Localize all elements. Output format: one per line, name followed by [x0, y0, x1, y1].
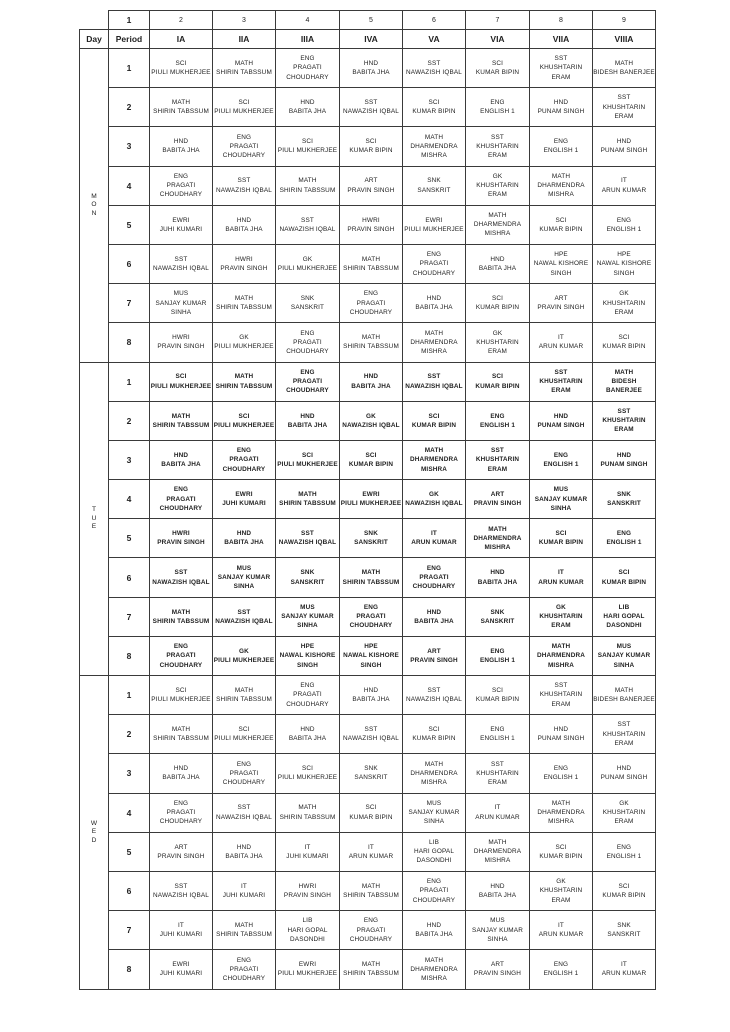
column-number: 5: [340, 11, 403, 30]
column-number-row: [80, 11, 656, 30]
timetable-cell: ENG ENGLISH 1: [530, 950, 593, 989]
timetable-cell: EWRI PIULI MUKHERJEE: [403, 205, 466, 244]
timetable-cell: HND BABITA JHA: [213, 205, 276, 244]
day-label: W E D: [80, 676, 109, 990]
timetable-cell: MUS SANJAY KUMAR SINHA: [466, 911, 530, 950]
timetable-cell: MATH DHARMENDRA MISHRA: [403, 127, 466, 166]
period-row: [80, 323, 656, 362]
timetable-cell: ENG PRAGATI CHOUDHARY: [150, 793, 213, 832]
timetable-cell: SST NAWAZISH IQBAL: [340, 715, 403, 754]
timetable-cell: SCI KUMAR BIPIN: [530, 519, 593, 558]
timetable-cell: GK PIULI MUKHERJEE: [213, 323, 276, 362]
timetable-cell: SCI PIULI MUKHERJEE: [213, 715, 276, 754]
timetable-cell: MATH SHIRIN TABSSUM: [213, 362, 276, 401]
timetable-cell: MATH DHARMENDRA MISHRA: [530, 793, 593, 832]
timetable-cell: SST NAWAZISH IQBAL: [276, 519, 340, 558]
timetable-cell: MATH SHIRIN TABSSUM: [340, 244, 403, 283]
timetable-cell: HND BABITA JHA: [403, 284, 466, 323]
timetable-cell: EWRI JUHI KUMARI: [150, 205, 213, 244]
day-header: Day: [80, 30, 109, 49]
timetable-cell: HND BABITA JHA: [340, 676, 403, 715]
timetable-cell: SST KHUSHTARIN ERAM: [593, 715, 656, 754]
period-number: 2: [109, 88, 150, 127]
timetable-cell: ENG PRAGATI CHOUDHARY: [213, 127, 276, 166]
period-row: [80, 244, 656, 283]
timetable-cell: LIB HARI GOPAL DASONDHI: [593, 597, 656, 636]
timetable-cell: ENG ENGLISH 1: [466, 636, 530, 675]
timetable-cell: SST NAWAZISH IQBAL: [213, 793, 276, 832]
class-header: IIA: [213, 30, 276, 49]
timetable-cell: ENG ENGLISH 1: [530, 440, 593, 479]
period-number: 7: [109, 911, 150, 950]
timetable-cell: ART PRAVIN SINGH: [340, 166, 403, 205]
period-number: 6: [109, 871, 150, 910]
timetable-cell: SNK SANSKRIT: [276, 558, 340, 597]
timetable-cell: ENG ENGLISH 1: [466, 88, 530, 127]
timetable-cell: HND BABITA JHA: [466, 558, 530, 597]
class-header: VIA: [466, 30, 530, 49]
timetable-cell: ENG PRAGATI CHOUDHARY: [276, 362, 340, 401]
timetable-cell: GK NAWAZISH IQBAL: [340, 401, 403, 440]
column-number: 6: [403, 11, 466, 30]
timetable-cell: MATH SHIRIN TABSSUM: [150, 597, 213, 636]
timetable-cell: ENG ENGLISH 1: [593, 519, 656, 558]
period-row: [80, 88, 656, 127]
timetable-cell: SCI KUMAR BIPIN: [593, 558, 656, 597]
period-number: 3: [109, 754, 150, 793]
class-header: IA: [150, 30, 213, 49]
timetable-cell: ENG ENGLISH 1: [466, 715, 530, 754]
timetable-cell: SCI PIULI MUKHERJEE: [150, 49, 213, 88]
period-number: 1: [109, 49, 150, 88]
timetable-cell: MUS SANJAY KUMAR SINHA: [276, 597, 340, 636]
timetable-cell: MATH DHARMENDRA MISHRA: [466, 832, 530, 871]
timetable-cell: IT JUHI KUMARI: [213, 871, 276, 910]
timetable-cell: GK KHUSHTARIN ERAM: [593, 284, 656, 323]
timetable-cell: ENG PRAGATI CHOUDHARY: [340, 911, 403, 950]
column-number: 9: [593, 11, 656, 30]
timetable-cell: HND BABITA JHA: [213, 832, 276, 871]
timetable-cell: SNK SANSKRIT: [340, 519, 403, 558]
timetable-cell: SST NAWAZISH IQBAL: [150, 558, 213, 597]
timetable-cell: MATH BIDESH BANERJEE: [593, 676, 656, 715]
timetable-cell: SCI KUMAR BIPIN: [593, 323, 656, 362]
day-label: T U E: [80, 362, 109, 676]
timetable-cell: HND BABITA JHA: [276, 401, 340, 440]
timetable-cell: SNK SANSKRIT: [276, 284, 340, 323]
timetable-cell: MATH DHARMENDRA MISHRA: [403, 323, 466, 362]
timetable-cell: HND PUNAM SINGH: [593, 127, 656, 166]
timetable-cell: SCI KUMAR BIPIN: [403, 88, 466, 127]
timetable-cell: EWRI PIULI MUKHERJEE: [340, 480, 403, 519]
timetable-cell: MATH SHIRIN TABSSUM: [213, 284, 276, 323]
timetable-cell: IT ARUN KUMAR: [403, 519, 466, 558]
timetable-cell: GK KHUSHTARIN ERAM: [530, 597, 593, 636]
period-row: [80, 636, 656, 675]
timetable-cell: MATH SHIRIN TABSSUM: [340, 871, 403, 910]
timetable-cell: ART PRAVIN SINGH: [530, 284, 593, 323]
timetable-cell: GK PIULI MUKHERJEE: [213, 636, 276, 675]
timetable-cell: LIB HARI GOPAL DASONDHI: [276, 911, 340, 950]
timetable-cell: SCI KUMAR BIPIN: [403, 401, 466, 440]
period-row: [80, 205, 656, 244]
corner-blank: [80, 11, 109, 30]
period-number: 5: [109, 832, 150, 871]
timetable-cell: HND BABITA JHA: [340, 49, 403, 88]
timetable-cell: ENG PRAGATI CHOUDHARY: [213, 754, 276, 793]
timetable-cell: HWRI PRAVIN SINGH: [150, 519, 213, 558]
timetable-cell: HPE NAWAL KISHORE SINGH: [593, 244, 656, 283]
timetable-cell: SNK SANSKRIT: [466, 597, 530, 636]
period-row: [80, 284, 656, 323]
timetable-cell: ENG PRAGATI CHOUDHARY: [403, 558, 466, 597]
timetable-cell: HND BABITA JHA: [213, 519, 276, 558]
class-header: VIIA: [530, 30, 593, 49]
timetable-cell: MATH SHIRIN TABSSUM: [340, 558, 403, 597]
timetable-cell: MUS SANJAY KUMAR SINHA: [150, 284, 213, 323]
period-row: [80, 440, 656, 479]
period-number: 8: [109, 950, 150, 989]
timetable-cell: HND PUNAM SINGH: [593, 440, 656, 479]
timetable-cell: SST NAWAZISH IQBAL: [403, 362, 466, 401]
timetable-cell: MATH DHARMENDRA MISHRA: [466, 519, 530, 558]
timetable-cell: MATH SHIRIN TABSSUM: [213, 911, 276, 950]
timetable-cell: HND BABITA JHA: [466, 871, 530, 910]
timetable-cell: MUS SANJAY KUMAR SINHA: [213, 558, 276, 597]
timetable-cell: SST NAWAZISH IQBAL: [403, 676, 466, 715]
period-number: 6: [109, 244, 150, 283]
class-header: VIIIA: [593, 30, 656, 49]
class-header: IVA: [340, 30, 403, 49]
timetable-cell: SST NAWAZISH IQBAL: [150, 244, 213, 283]
timetable-cell: SCI KUMAR BIPIN: [403, 715, 466, 754]
timetable-cell: SCI KUMAR BIPIN: [466, 362, 530, 401]
period-row: [80, 754, 656, 793]
period-number: 3: [109, 127, 150, 166]
timetable-cell: GK KHUSHTARIN ERAM: [593, 793, 656, 832]
timetable-cell: GK PIULI MUKHERJEE: [276, 244, 340, 283]
timetable-cell: SST KHUSHTARIN ERAM: [466, 440, 530, 479]
timetable-cell: SCI KUMAR BIPIN: [466, 676, 530, 715]
timetable-cell: ENG PRAGATI CHOUDHARY: [150, 480, 213, 519]
period-row: [80, 715, 656, 754]
timetable-cell: MATH SHIRIN TABSSUM: [276, 480, 340, 519]
period-row: [80, 49, 656, 88]
timetable-cell: SST NAWAZISH IQBAL: [213, 597, 276, 636]
timetable-cell: HND BABITA JHA: [403, 597, 466, 636]
timetable-cell: SST NAWAZISH IQBAL: [213, 166, 276, 205]
timetable-cell: SCI KUMAR BIPIN: [340, 793, 403, 832]
timetable-cell: SCI PIULI MUKHERJEE: [150, 362, 213, 401]
timetable-cell: ENG PRAGATI CHOUDHARY: [403, 871, 466, 910]
timetable-cell: ENG PRAGATI CHOUDHARY: [340, 597, 403, 636]
timetable-cell: MATH BIDESH BANERJEE: [593, 362, 656, 401]
timetable-cell: MATH SHIRIN TABSSUM: [276, 793, 340, 832]
timetable-cell: MATH BIDESH BANERJEE: [593, 49, 656, 88]
timetable-cell: HND BABITA JHA: [150, 440, 213, 479]
timetable-cell: ENG ENGLISH 1: [593, 832, 656, 871]
period-number: 7: [109, 284, 150, 323]
period-number: 4: [109, 166, 150, 205]
timetable-cell: ART PRAVIN SINGH: [466, 480, 530, 519]
timetable-cell: HWRI PRAVIN SINGH: [150, 323, 213, 362]
timetable-cell: MUS SANJAY KUMAR SINHA: [403, 793, 466, 832]
timetable-cell: GK NAWAZISH IQBAL: [403, 480, 466, 519]
timetable-cell: SCI KUMAR BIPIN: [340, 127, 403, 166]
timetable-cell: HND BABITA JHA: [276, 88, 340, 127]
timetable-cell: SCI PIULI MUKHERJEE: [276, 127, 340, 166]
timetable-cell: IT ARUN KUMAR: [530, 323, 593, 362]
period-number: 2: [109, 715, 150, 754]
timetable-cell: SCI PIULI MUKHERJEE: [276, 754, 340, 793]
timetable-cell: HND PUNAM SINGH: [593, 754, 656, 793]
period-number: 1: [109, 362, 150, 401]
timetable-cell: SCI KUMAR BIPIN: [466, 284, 530, 323]
timetable-cell: SST KHUSHTARIN ERAM: [466, 127, 530, 166]
column-number: 2: [150, 11, 213, 30]
timetable-cell: EWRI JUHI KUMARI: [213, 480, 276, 519]
timetable-cell: GK KHUSHTARIN ERAM: [466, 166, 530, 205]
period-header: Period: [109, 30, 150, 49]
timetable-cell: MATH SHIRIN TABSSUM: [213, 49, 276, 88]
timetable-cell: MATH SHIRIN TABSSUM: [150, 401, 213, 440]
class-header: IIIA: [276, 30, 340, 49]
period-number: 4: [109, 793, 150, 832]
timetable-cell: MATH DHARMENDRA MISHRA: [530, 636, 593, 675]
timetable-cell: ENG PRAGATI CHOUDHARY: [403, 244, 466, 283]
timetable-cell: HND PUNAM SINGH: [530, 401, 593, 440]
column-number: 3: [213, 11, 276, 30]
timetable-cell: MATH DHARMENDRA MISHRA: [403, 440, 466, 479]
period-row: [80, 597, 656, 636]
period-row: [80, 519, 656, 558]
timetable-cell: ENG ENGLISH 1: [530, 127, 593, 166]
class-header-row: [80, 30, 656, 49]
timetable-cell: IT JUHI KUMARI: [150, 911, 213, 950]
timetable-cell: ENG PRAGATI CHOUDHARY: [150, 166, 213, 205]
timetable-cell: EWRI PIULI MUKHERJEE: [276, 950, 340, 989]
class-header: VA: [403, 30, 466, 49]
period-row: [80, 401, 656, 440]
timetable-cell: ART PRAVIN SINGH: [150, 832, 213, 871]
timetable-cell: HND BABITA JHA: [150, 127, 213, 166]
timetable-cell: HWRI PRAVIN SINGH: [213, 244, 276, 283]
timetable-cell: MATH DHARMENDRA MISHRA: [530, 166, 593, 205]
timetable-cell: SST KHUSHTARIN ERAM: [466, 754, 530, 793]
timetable-cell: MATH SHIRIN TABSSUM: [213, 676, 276, 715]
period-number: 3: [109, 440, 150, 479]
timetable-cell: MUS SANJAY KUMAR SINHA: [530, 480, 593, 519]
timetable-cell: LIB HARI GOPAL DASONDHI: [403, 832, 466, 871]
period-row: [80, 911, 656, 950]
timetable-cell: SCI KUMAR BIPIN: [530, 832, 593, 871]
period-number: 6: [109, 558, 150, 597]
column-number: 8: [530, 11, 593, 30]
timetable-cell: SCI PIULI MUKHERJEE: [276, 440, 340, 479]
timetable-cell: SCI KUMAR BIPIN: [466, 49, 530, 88]
period-row: [80, 127, 656, 166]
timetable-cell: IT ARUN KUMAR: [466, 793, 530, 832]
timetable-cell: MATH DHARMENDRA MISHRA: [466, 205, 530, 244]
timetable-cell: SNK SANSKRIT: [593, 480, 656, 519]
period-row: [80, 362, 656, 401]
timetable-cell: GK KHUSHTARIN ERAM: [466, 323, 530, 362]
timetable-cell: ENG ENGLISH 1: [593, 205, 656, 244]
timetable-cell: HND PUNAM SINGH: [530, 88, 593, 127]
timetable-cell: ART PRAVIN SINGH: [403, 636, 466, 675]
period-number: 2: [109, 401, 150, 440]
period-number: 1: [109, 676, 150, 715]
timetable-cell: MATH SHIRIN TABSSUM: [340, 950, 403, 989]
timetable-cell: GK KHUSHTARIN ERAM: [530, 871, 593, 910]
timetable-cell: ENG ENGLISH 1: [530, 754, 593, 793]
timetable-cell: ENG PRAGATI CHOUDHARY: [150, 636, 213, 675]
timetable-cell: HND BABITA JHA: [403, 911, 466, 950]
timetable-cell: MUS SANJAY KUMAR SINHA: [593, 636, 656, 675]
timetable-cell: HWRI PRAVIN SINGH: [340, 205, 403, 244]
period-row: [80, 871, 656, 910]
timetable-cell: SST NAWAZISH IQBAL: [403, 49, 466, 88]
timetable-cell: SCI KUMAR BIPIN: [593, 871, 656, 910]
timetable-cell: ENG PRAGATI CHOUDHARY: [276, 49, 340, 88]
timetable-cell: SST NAWAZISH IQBAL: [340, 88, 403, 127]
timetable-cell: IT ARUN KUMAR: [530, 558, 593, 597]
timetable-cell: SST NAWAZISH IQBAL: [276, 205, 340, 244]
column-number: 4: [276, 11, 340, 30]
period-row: [80, 950, 656, 989]
timetable-cell: SST KHUSHTARIN ERAM: [530, 676, 593, 715]
period-row: [80, 793, 656, 832]
timetable-cell: HND BABITA JHA: [276, 715, 340, 754]
timetable-cell: ENG PRAGATI CHOUDHARY: [276, 323, 340, 362]
timetable-cell: MATH DHARMENDRA MISHRA: [403, 950, 466, 989]
day-label: M O N: [80, 49, 109, 363]
period-number: 7: [109, 597, 150, 636]
timetable-cell: SCI KUMAR BIPIN: [340, 440, 403, 479]
timetable-cell: EWRI JUHI KUMARI: [150, 950, 213, 989]
timetable-cell: ENG PRAGATI CHOUDHARY: [213, 950, 276, 989]
timetable-cell: IT ARUN KUMAR: [340, 832, 403, 871]
timetable-cell: IT JUHI KUMARI: [276, 832, 340, 871]
timetable-cell: HPE NAWAL KISHORE SINGH: [276, 636, 340, 675]
period-number: 4: [109, 480, 150, 519]
timetable: [79, 10, 656, 990]
period-number: 8: [109, 323, 150, 362]
timetable-cell: ENG PRAGATI CHOUDHARY: [276, 676, 340, 715]
timetable-cell: IT ARUN KUMAR: [530, 911, 593, 950]
timetable-cell: ENG ENGLISH 1: [466, 401, 530, 440]
period-number: 5: [109, 519, 150, 558]
timetable-cell: MATH SHIRIN TABSSUM: [340, 323, 403, 362]
timetable-cell: SNK SANSKRIT: [340, 754, 403, 793]
timetable-cell: IT ARUN KUMAR: [593, 950, 656, 989]
timetable-cell: HND BABITA JHA: [150, 754, 213, 793]
timetable-cell: SST KHUSHTARIN ERAM: [593, 88, 656, 127]
period-number: 5: [109, 205, 150, 244]
timetable-cell: HPE NAWAL KISHORE SINGH: [340, 636, 403, 675]
timetable-cell: SNK SANSKRIT: [593, 911, 656, 950]
timetable-cell: SNK SANSKRIT: [403, 166, 466, 205]
timetable-cell: MATH DHARMENDRA MISHRA: [403, 754, 466, 793]
timetable-cell: SST KHUSHTARIN ERAM: [530, 49, 593, 88]
timetable-cell: HWRI PRAVIN SINGH: [276, 871, 340, 910]
period-row: [80, 832, 656, 871]
timetable-cell: HND BABITA JHA: [466, 244, 530, 283]
timetable-cell: HPE NAWAL KISHORE SINGH: [530, 244, 593, 283]
timetable-cell: ENG PRAGATI CHOUDHARY: [340, 284, 403, 323]
timetable-cell: SST NAWAZISH IQBAL: [150, 871, 213, 910]
timetable-body: [80, 49, 656, 990]
column-number: 1: [109, 11, 150, 30]
timetable-cell: MATH SHIRIN TABSSUM: [150, 88, 213, 127]
timetable-cell: ART PRAVIN SINGH: [466, 950, 530, 989]
period-row: [80, 166, 656, 205]
timetable-cell: HND BABITA JHA: [340, 362, 403, 401]
timetable-cell: SCI PIULI MUKHERJEE: [150, 676, 213, 715]
timetable-cell: MATH SHIRIN TABSSUM: [150, 715, 213, 754]
period-number: 8: [109, 636, 150, 675]
timetable-cell: SCI PIULI MUKHERJEE: [213, 401, 276, 440]
timetable-cell: IT ARUN KUMAR: [593, 166, 656, 205]
period-row: [80, 676, 656, 715]
timetable-cell: MATH SHIRIN TABSSUM: [276, 166, 340, 205]
timetable-cell: SST KHUSHTARIN ERAM: [530, 362, 593, 401]
period-row: [80, 480, 656, 519]
column-number: 7: [466, 11, 530, 30]
timetable-cell: SST KHUSHTARIN ERAM: [593, 401, 656, 440]
timetable-cell: SCI KUMAR BIPIN: [530, 205, 593, 244]
period-row: [80, 558, 656, 597]
timetable-cell: ENG PRAGATI CHOUDHARY: [213, 440, 276, 479]
timetable-cell: SCI PIULI MUKHERJEE: [213, 88, 276, 127]
timetable-cell: HND PUNAM SINGH: [530, 715, 593, 754]
